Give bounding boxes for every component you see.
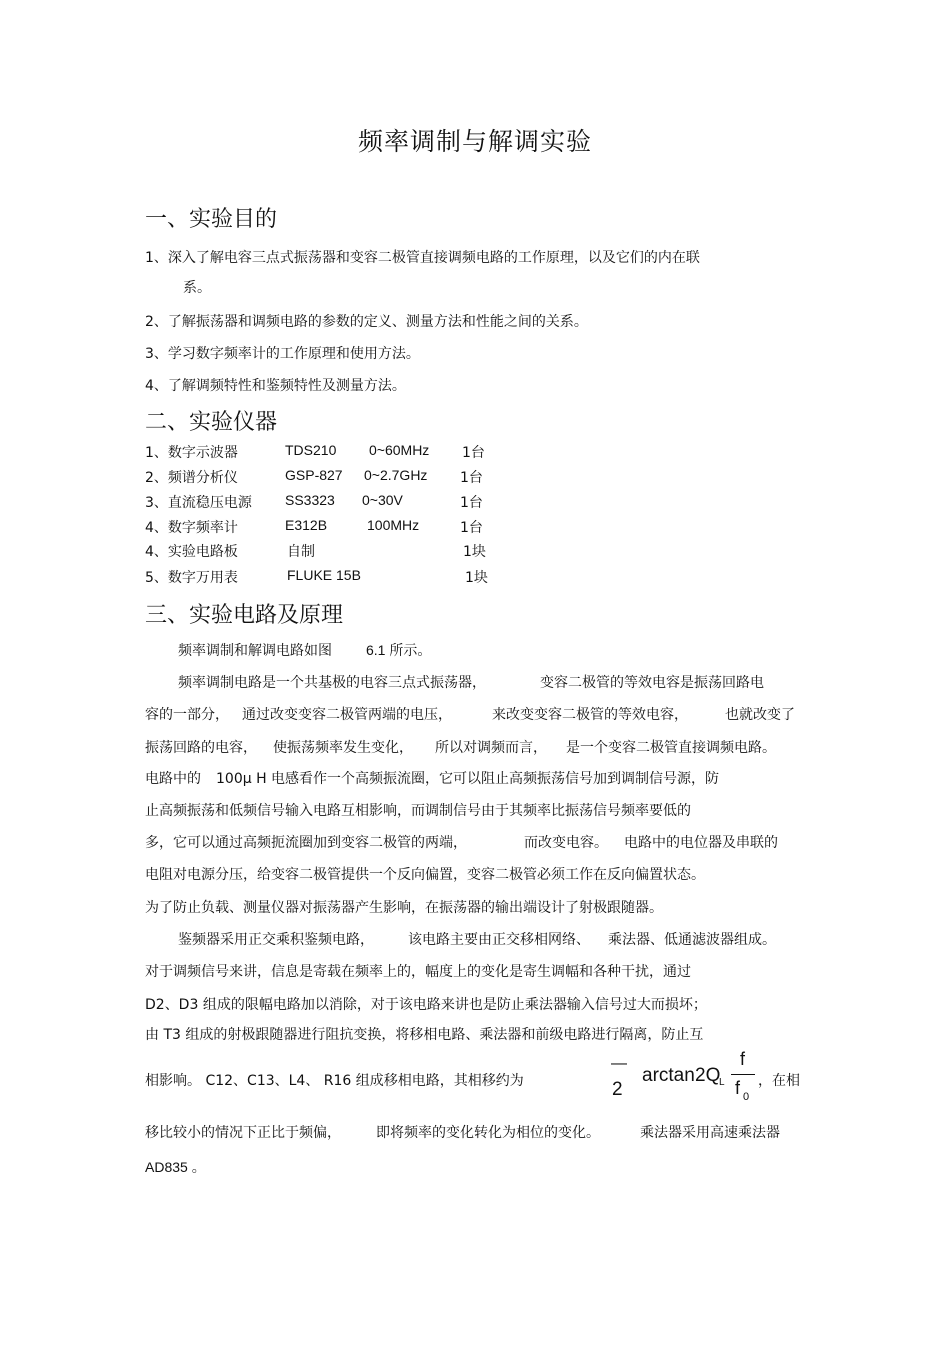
- instrument-name: 5、数字万用表: [145, 570, 238, 586]
- paragraph-text: 止高频振荡和低频信号输入电路互相影响，而调制信号由于其频率比振荡信号频率要低的: [145, 803, 691, 819]
- instrument-qty: 1台: [462, 445, 485, 461]
- instrument-qty: 1块: [465, 570, 488, 586]
- paragraph-text: 电路中的: [145, 771, 201, 787]
- purpose-item-4: 4、了解调频特性和鉴频特性及测量方法。: [145, 378, 406, 394]
- page-title: 频率调制与解调实验: [357, 127, 592, 156]
- instrument-model: GSP-827: [285, 467, 343, 483]
- paragraph-text: 来改变变容二极管的等效电容，: [492, 707, 688, 723]
- instrument-name: 4、数字频率计: [145, 520, 238, 536]
- paragraph-text: 使振荡频率发生变化，: [273, 740, 413, 756]
- paragraph-text: 频率调制电路是一个共基极的电容三点式振荡器，: [178, 675, 486, 691]
- purpose-item-3: 3、学习数字频率计的工作原理和使用方法。: [145, 346, 420, 362]
- instrument-name: 4、实验电路板: [145, 544, 238, 560]
- paragraph-text: 频率调制和解调电路如图: [178, 643, 332, 659]
- paragraph-text: 由 T3 组成的射极跟随器进行阻抗变换，将移相电路、乘法器和前级电路进行隔离，防止互: [145, 1027, 704, 1043]
- instrument-model: E312B: [285, 517, 328, 533]
- paragraph-text: 多，它可以通过高频扼流圈加到变容二极管的两端，: [145, 835, 467, 851]
- paragraph-text: AD835 。: [145, 1159, 206, 1175]
- paragraph-text: ，在相: [758, 1073, 800, 1089]
- paragraph-text: 即将频率的变化转化为相位的变化。: [376, 1125, 600, 1141]
- instrument-spec: 0~2.7GHz: [364, 467, 428, 483]
- paragraph-text: 电路中的电位器及串联的: [624, 835, 778, 851]
- instrument-qty: 1台: [460, 470, 483, 486]
- purpose-item-2: 2、了解振荡器和调频电路的参数的定义、测量方法和性能之间的关系。: [145, 314, 588, 330]
- equation-frac-numerator: f: [740, 1049, 746, 1069]
- equation-denominator: 2: [612, 1079, 623, 1100]
- paragraph-text: 是一个变容二极管直接调频电路。: [566, 740, 776, 756]
- equation-frac-denominator: f: [735, 1078, 741, 1098]
- paragraph-text: 振荡回路的电容，: [145, 740, 257, 756]
- purpose-item-1-cont: 系。: [183, 280, 211, 296]
- paragraph-text: 容的一部分，: [145, 707, 229, 723]
- instrument-name: 3、直流稳压电源: [145, 495, 252, 511]
- equation-function: arctan: [642, 1065, 695, 1086]
- paragraph-text: D2、D3 组成的限幅电路加以消除，对于该电路来讲也是防止乘法器输入信号过大而损坏；: [145, 997, 707, 1013]
- paragraph-text: 而改变电容。: [524, 835, 608, 851]
- paragraph-text: 100μ H 电感看作一个高频振流圈，它可以阻止高频振荡信号加到调制信号源，防: [216, 771, 720, 787]
- paragraph-text: 为了防止负载、测量仪器对振荡器产生影响，在振荡器的输出端设计了射极跟随器。: [145, 900, 663, 916]
- paragraph-text: 6.1 所示。: [366, 642, 432, 658]
- paragraph-text: 该电路主要由正交移相网络、: [408, 932, 590, 948]
- instrument-model: 自制: [287, 544, 315, 560]
- equation-frac-subscript: 0: [743, 1091, 750, 1103]
- instrument-spec: 0~60MHz: [369, 442, 430, 458]
- instrument-qty: 1台: [460, 495, 483, 511]
- paragraph-text: 也就改变了: [725, 707, 795, 723]
- paragraph-text: 变容二极管的等效电容是振荡回路电: [540, 675, 764, 691]
- instrument-model: SS3323: [285, 492, 335, 508]
- paragraph-text: 乘法器、低通滤波器组成。: [608, 932, 776, 948]
- section-heading-purpose: 一、实验目的: [145, 207, 278, 232]
- paragraph-text: 相影响。 C12、C13、L4、 R16 组成移相电路，其相移约为: [145, 1073, 524, 1089]
- instrument-qty: 1块: [463, 544, 486, 560]
- paragraph-text: 对于调频信号来讲，信息是寄载在频率上的，幅度上的变化是寄生调幅和各种干扰，通过: [145, 964, 691, 980]
- instrument-model: TDS210: [285, 442, 337, 458]
- instrument-name: 1、数字示波器: [145, 445, 238, 461]
- instrument-spec: 100MHz: [367, 517, 420, 533]
- instrument-spec: 0~30V: [362, 492, 403, 508]
- instrument-qty: 1台: [460, 520, 483, 536]
- paragraph-text: 通过改变变容二极管两端的电压，: [242, 707, 452, 723]
- equation-coefficient: 2Q: [695, 1065, 721, 1086]
- purpose-item-1: 1、深入了解电容三点式振荡器和变容二极管直接调频电路的工作原理，以及它们的内在联: [145, 250, 700, 266]
- paragraph-text: 鉴频器采用正交乘积鉴频电路，: [178, 932, 374, 948]
- section-heading-principle: 三、实验电路及原理: [145, 603, 344, 628]
- equation-numerator: —: [611, 1055, 627, 1072]
- equation-subscript: L: [719, 1077, 725, 1088]
- paragraph-text: 电阻对电源分压，给变容二极管提供一个反向偏置，变容二极管必须工作在反向偏置状态。: [145, 867, 705, 883]
- equation-fraction-line: [731, 1074, 755, 1075]
- paragraph-text: 所以对调频而言，: [435, 740, 547, 756]
- paragraph-text: 乘法器采用高速乘法器: [640, 1125, 780, 1141]
- paragraph-text: 移比较小的情况下正比于频偏，: [145, 1125, 341, 1141]
- instrument-name: 2、频谱分析仪: [145, 470, 238, 486]
- instrument-model: FLUKE 15B: [287, 567, 361, 583]
- section-heading-instruments: 二、实验仪器: [145, 410, 278, 435]
